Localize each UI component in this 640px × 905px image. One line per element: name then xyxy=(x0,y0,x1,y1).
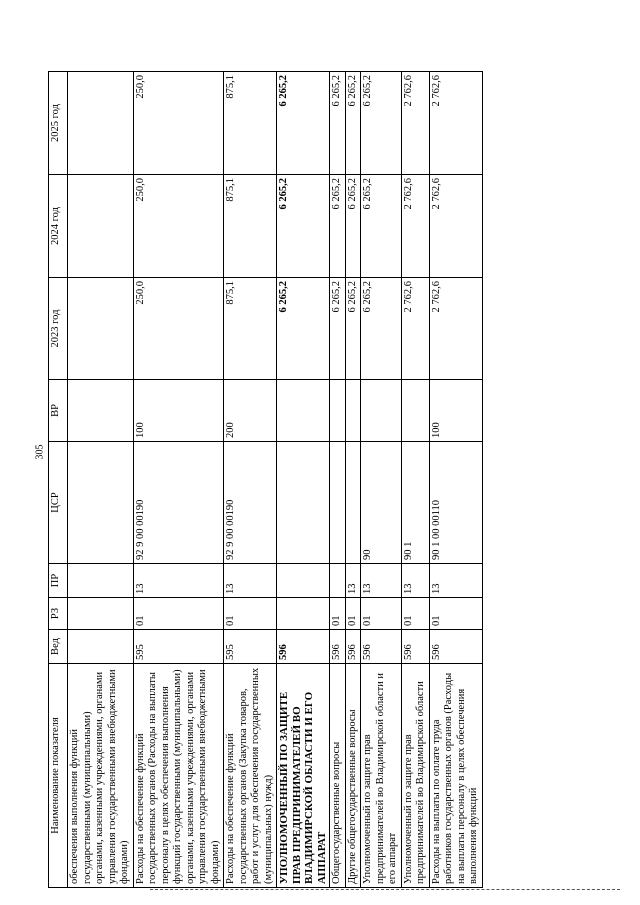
cell-y2023: 875,1 xyxy=(224,278,277,380)
cell-vr xyxy=(345,380,361,442)
cell-y2025: 6 265,2 xyxy=(345,72,361,175)
cell-vr xyxy=(401,380,429,442)
table-row xyxy=(133,72,224,888)
cell-y2024: 875,1 xyxy=(224,175,277,278)
cell-name: Уполномоченный по защите прав предпринимателей во Владимирской области xyxy=(401,664,429,888)
cell-rz: 01 xyxy=(361,598,402,630)
cell-pr xyxy=(68,564,134,598)
cell-pr: 13 xyxy=(429,564,482,598)
cell-name: Общегосударственные вопросы xyxy=(330,664,346,888)
table-row xyxy=(330,72,346,888)
cell-name: Расходы на обеспечение функций государственных органов (Закупка товаров, работ и услуг для обеспечения государственных (муниципальных) нужд) xyxy=(224,664,277,888)
page-number: 305 xyxy=(34,444,46,460)
cell-vr xyxy=(68,380,134,442)
cell-y2025: 2 762,6 xyxy=(401,72,429,175)
table-row xyxy=(277,72,330,888)
cell-y2024: 6 265,2 xyxy=(277,175,330,278)
cell-y2023: 250,0 xyxy=(133,278,224,380)
cell-name: обеспечения выполнения функций государственными (муниципальными) органами, казенными учреждениями, органами управления государственными внебюджетными фондами) xyxy=(68,664,134,888)
cell-csr: 90 1 00 00110 xyxy=(429,442,482,564)
cell-rz: 01 xyxy=(224,598,277,630)
cell-rz: 01 xyxy=(429,598,482,630)
cell-y2025: 6 265,2 xyxy=(330,72,346,175)
header-2024: 2024 год xyxy=(49,175,68,278)
cell-rz: 01 xyxy=(133,598,224,630)
cell-y2023: 2 762,6 xyxy=(401,278,429,380)
cell-rz xyxy=(68,598,134,630)
header-ved: Вед xyxy=(49,630,68,664)
cell-csr: 92 9 00 00190 xyxy=(224,442,277,564)
cell-vr xyxy=(330,380,346,442)
cell-vr: 100 xyxy=(429,380,482,442)
cell-y2024: 6 265,2 xyxy=(345,175,361,278)
cell-csr xyxy=(277,442,330,564)
cell-y2024: 2 762,6 xyxy=(429,175,482,278)
cell-ved: 595 xyxy=(133,630,224,664)
cell-pr: 13 xyxy=(361,564,402,598)
header-2023: 2023 год xyxy=(49,278,68,380)
cell-name: Расходы на выплаты по оплате труда работников государственных органов (Расходы на выплаты персоналу в целях обеспечения выполнения функций xyxy=(429,664,482,888)
cell-pr: 13 xyxy=(401,564,429,598)
cell-y2025 xyxy=(68,72,134,175)
cell-csr xyxy=(68,442,134,564)
cell-y2023: 6 265,2 xyxy=(361,278,402,380)
cell-rz: 01 xyxy=(330,598,346,630)
cell-y2023: 6 265,2 xyxy=(345,278,361,380)
cell-vr: 200 xyxy=(224,380,277,442)
table-row xyxy=(429,72,482,888)
cell-ved: 596 xyxy=(429,630,482,664)
cell-y2023: 6 265,2 xyxy=(330,278,346,380)
cell-ved: 596 xyxy=(361,630,402,664)
cell-name: Расходы на обеспечение функций государственных органов (Расходы на выплаты персоналу в целях обеспечения выполнения функций государственными (муниципальными) органами, казенными учреждениями, органами управления государственными внебюджетными фондами) xyxy=(133,664,224,888)
header-vr: ВР xyxy=(49,380,68,442)
rotated-page-content xyxy=(48,72,592,888)
cell-ved: 596 xyxy=(330,630,346,664)
cell-vr xyxy=(277,380,330,442)
cell-pr: 13 xyxy=(224,564,277,598)
cell-ved: 596 xyxy=(345,630,361,664)
cell-y2025: 6 265,2 xyxy=(361,72,402,175)
cell-y2023: 2 762,6 xyxy=(429,278,482,380)
cell-y2025: 875,1 xyxy=(224,72,277,175)
cell-ved xyxy=(68,630,134,664)
cell-name: УПОЛНОМОЧЕННЫЙ ПО ЗАЩИТЕ ПРАВ ПРЕДПРИНИМАТЕЛЕЙ ВО ВЛАДИМИРСКОЙ ОБЛАСТИ И ЕГО АППАРАТ xyxy=(277,664,330,888)
table-row xyxy=(361,72,402,888)
cell-name: Уполномоченный по защите прав предпринимателей во Владимирской области и его аппарат xyxy=(361,664,402,888)
cell-csr: 92 9 00 00190 xyxy=(133,442,224,564)
cell-rz xyxy=(277,598,330,630)
table-row xyxy=(345,72,361,888)
cell-csr xyxy=(330,442,346,564)
header-2025: 2025 год xyxy=(49,72,68,175)
cell-csr: 90 xyxy=(361,442,402,564)
cell-csr xyxy=(345,442,361,564)
cell-vr: 100 xyxy=(133,380,224,442)
footer-dashed-line xyxy=(150,889,620,890)
cell-y2024: 2 762,6 xyxy=(401,175,429,278)
table-body xyxy=(68,72,483,888)
table-row xyxy=(68,72,134,888)
header-name: Наименование показателя xyxy=(49,664,68,888)
table-row xyxy=(401,72,429,888)
cell-pr xyxy=(277,564,330,598)
cell-y2024: 250,0 xyxy=(133,175,224,278)
cell-rz: 01 xyxy=(345,598,361,630)
cell-y2024: 6 265,2 xyxy=(361,175,402,278)
cell-y2024 xyxy=(68,175,134,278)
cell-vr xyxy=(361,380,402,442)
budget-table xyxy=(48,71,483,888)
header-pr: ПР xyxy=(49,564,68,598)
cell-y2023: 6 265,2 xyxy=(277,278,330,380)
cell-name: Другие общегосударственные вопросы xyxy=(345,664,361,888)
table-row xyxy=(224,72,277,888)
cell-pr xyxy=(330,564,346,598)
cell-y2023 xyxy=(68,278,134,380)
cell-ved: 595 xyxy=(224,630,277,664)
cell-y2025: 6 265,2 xyxy=(277,72,330,175)
cell-ved: 596 xyxy=(277,630,330,664)
cell-rz: 01 xyxy=(401,598,429,630)
cell-y2025: 250,0 xyxy=(133,72,224,175)
cell-pr: 13 xyxy=(345,564,361,598)
header-rz: РЗ xyxy=(49,598,68,630)
table-header-row xyxy=(49,72,68,888)
cell-csr: 90 1 xyxy=(401,442,429,564)
cell-ved: 596 xyxy=(401,630,429,664)
cell-y2025: 2 762,6 xyxy=(429,72,482,175)
cell-y2024: 6 265,2 xyxy=(330,175,346,278)
header-csr: ЦСР xyxy=(49,442,68,564)
cell-pr: 13 xyxy=(133,564,224,598)
